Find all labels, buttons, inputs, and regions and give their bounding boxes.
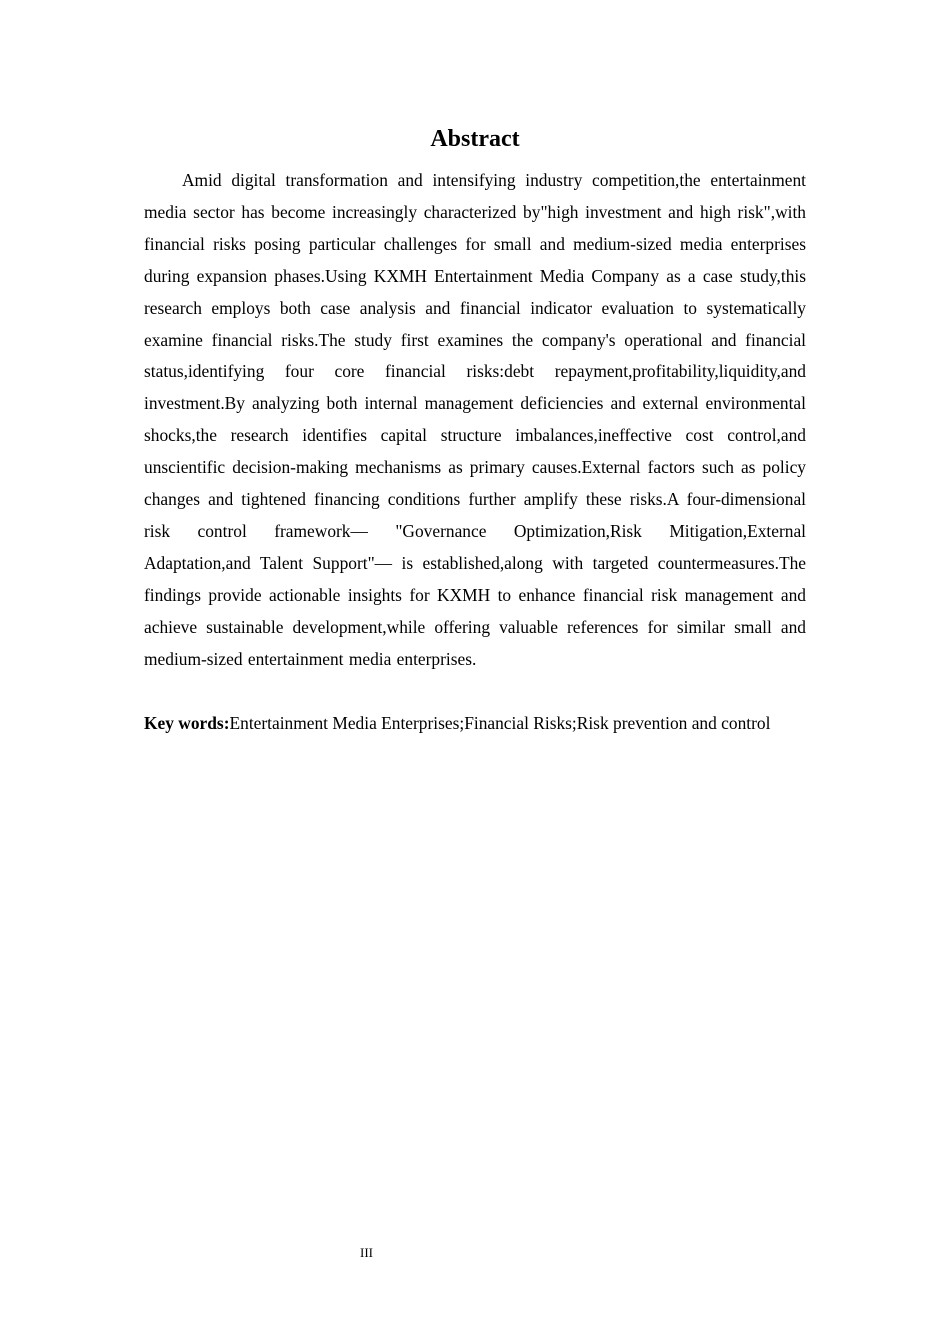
abstract-body: Amid digital transformation and intensifying industry competition,the entertainment media sector has become increasingly characterized by"high investment and high risk",with financial risks posing particular challenges for small and medium-sized media enterprises during expansion phases.Using KXMH Entertainment Media Company as a case study,this research employs both case analysis and financial indicator evaluation to systematically examine financial risks.The study first examines the company's operational and financial status,identifying four core financial risks:debt repayment,profitability,liquidity,and investment.By analyzing both internal management deficiencies and external environmental shocks,the research identifies capital structure imbalances,ineffective cost control,and unscientific decision-making mechanisms as primary causes.External factors such as policy changes and tightened financing conditions further amplify these risks.A four-dimensional risk control framework— "Governance Optimization,Risk Mitigation,External Adaptation,and Talent Support"— is established,along with targeted countermeasures.The findings provide actionable insights for KXMH to enhance financial risk management and achieve sustainable development,while offering valuable references for similar small and medium-sized entertainment media enterprises. xyxy=(144,170,806,669)
keywords-text: Entertainment Media Enterprises;Financial Risks;Risk prevention and control xyxy=(229,712,771,733)
abstract-section xyxy=(144,122,806,739)
keywords-paragraph xyxy=(144,708,806,740)
page-number: III xyxy=(360,1245,373,1260)
abstract-title: Abstract xyxy=(430,126,520,152)
keywords-label: Key words: xyxy=(144,712,230,733)
